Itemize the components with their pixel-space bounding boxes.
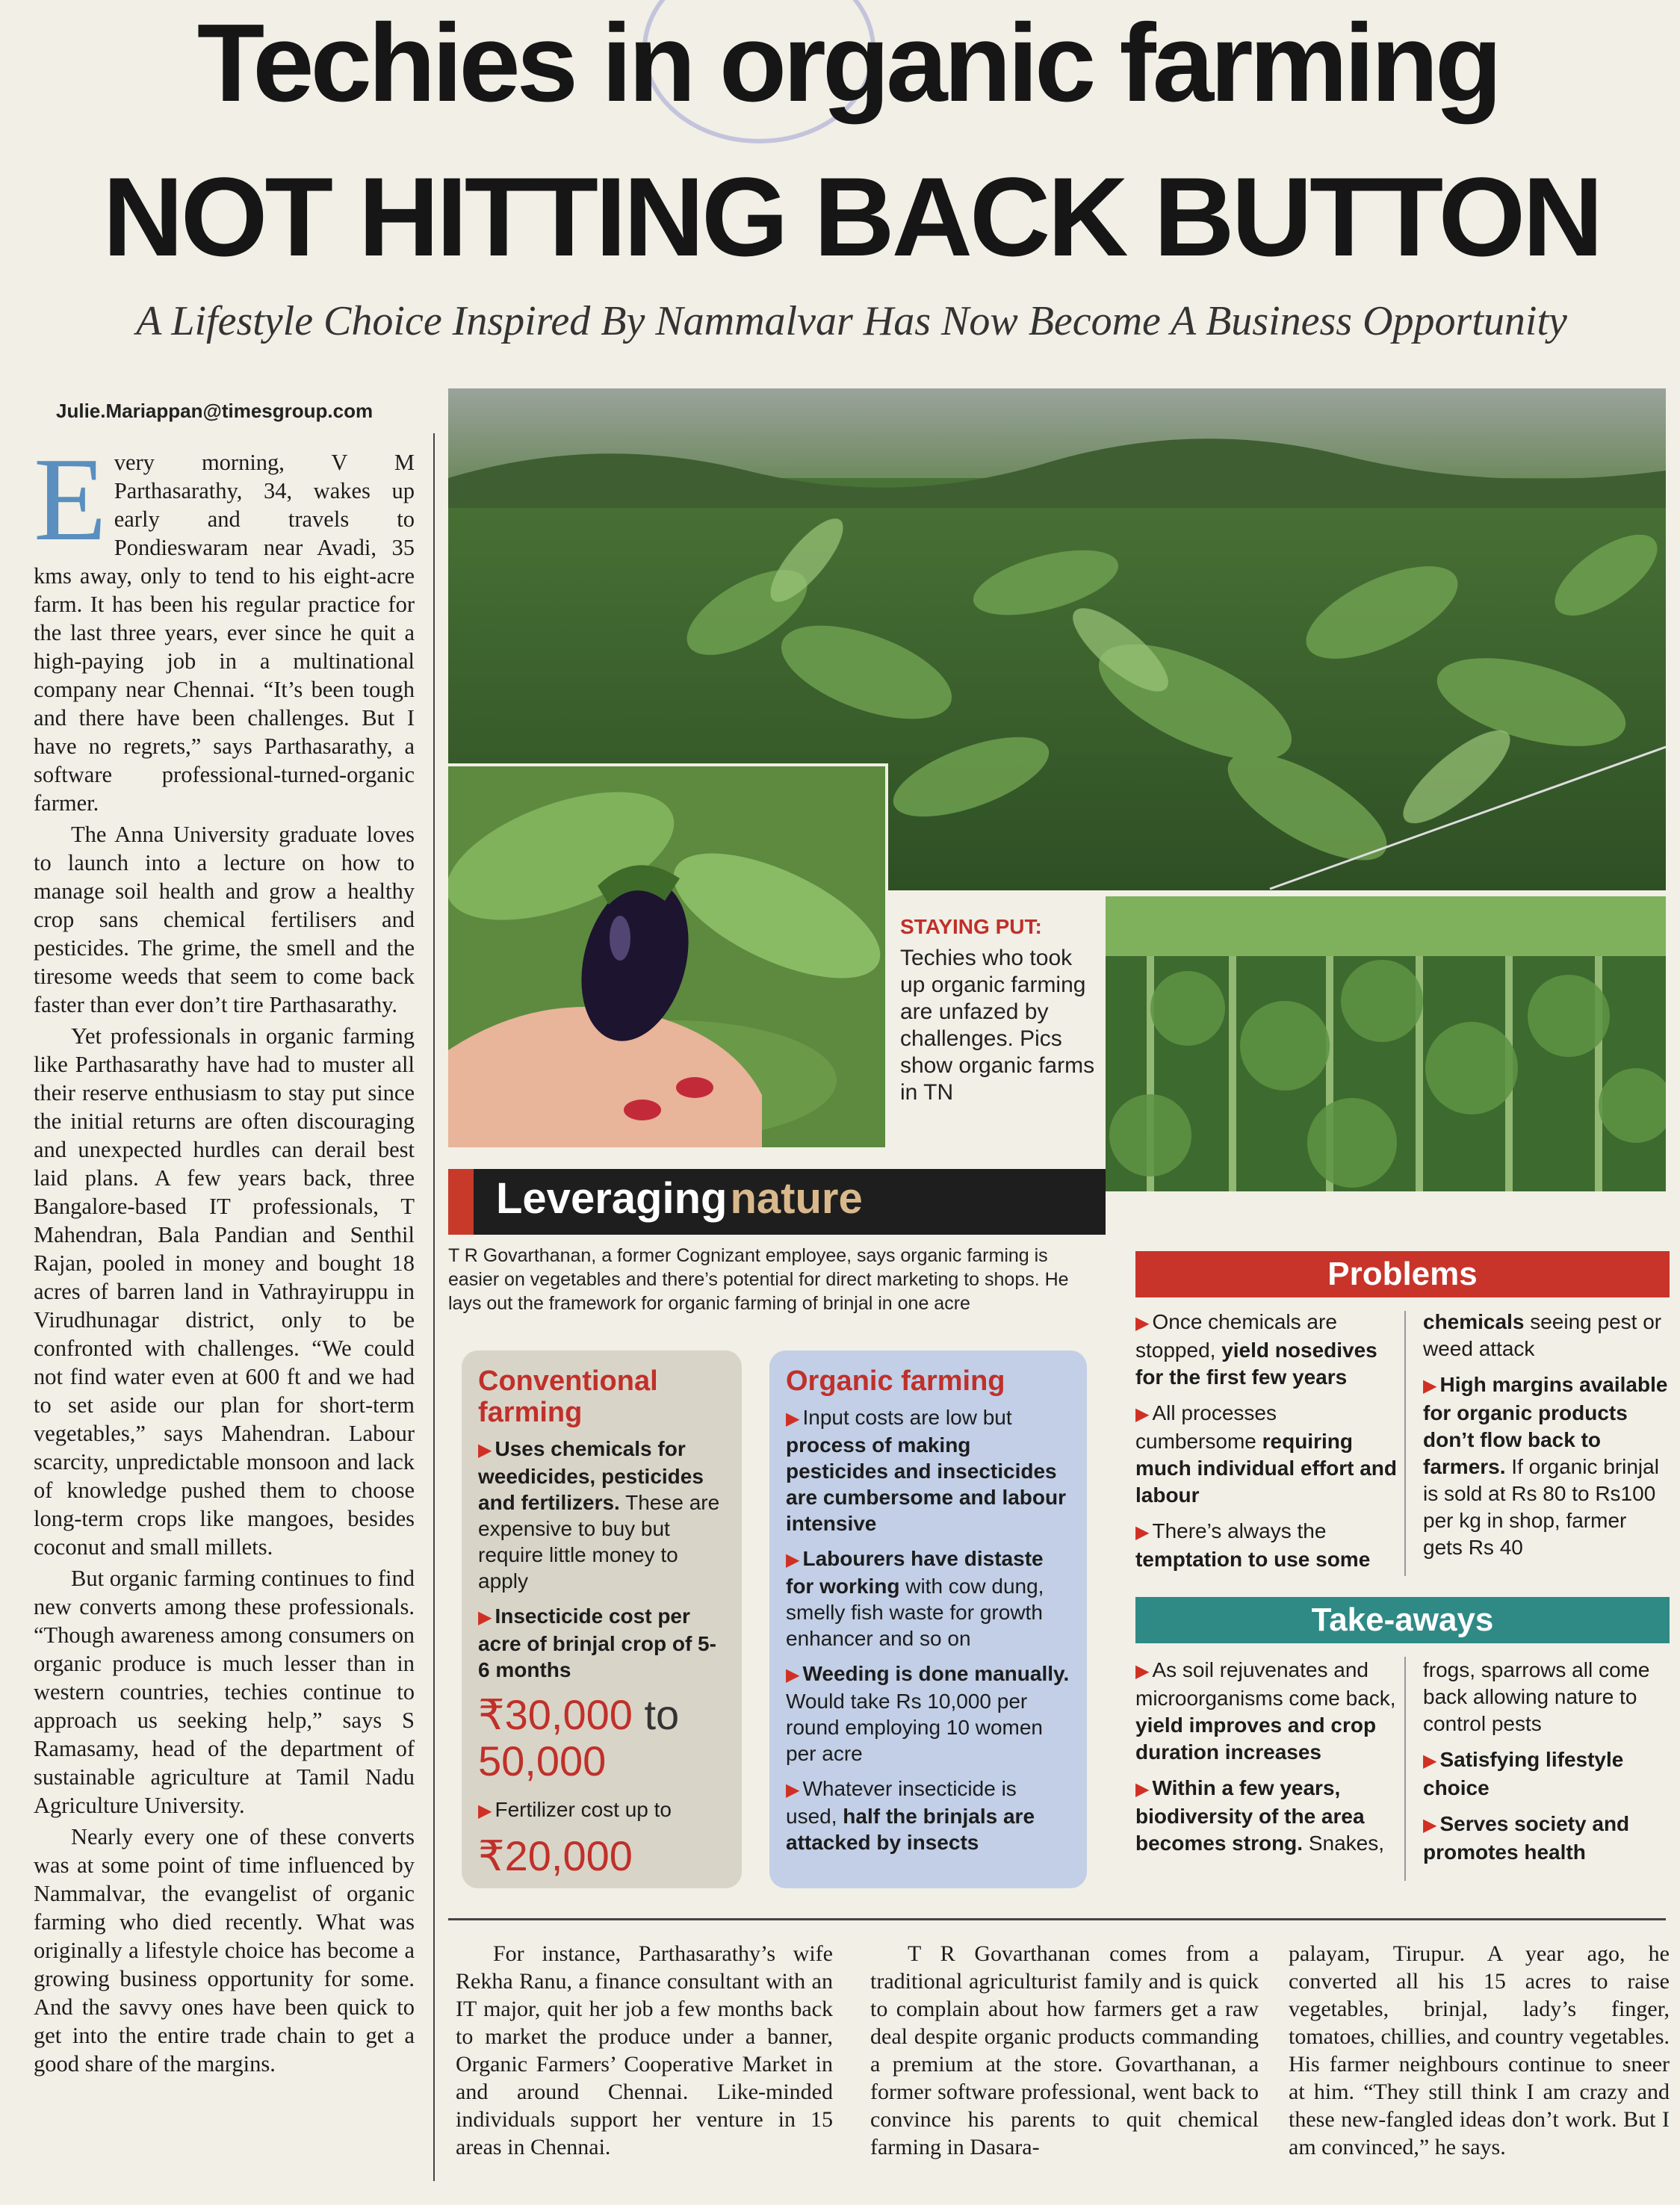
banner-word-1: Leveraging — [496, 1174, 728, 1223]
problem-point: chemicals seeing pest or weed attack — [1423, 1310, 1662, 1360]
takeaway-point: ▶ Satisfying lifestyle choice — [1423, 1748, 1624, 1799]
organic-point: ▶ Labourers have distaste for working with cow dung, smelly fish waste for growth enhancer and so on — [786, 1547, 1044, 1650]
insecticide-cost: ₹30,000 to 50,000 — [478, 1691, 680, 1784]
paragraph: Nearly every one of these converts was at some point of time influenced by Nammalvar, the evangelist of organic farming who died recently. What was originally a lifestyle choice has become a growing business opportunity for some. And the savvy ones have been quick to get into the entire trade chain to get a good share of the margins. — [34, 1824, 415, 2077]
paragraph: Every morning, V M Parthasarathy, 34, wakes up early and travels to Pondieswaram near Avadi, 35 kms away, only to tend to his eight-acre farm. It has been his regular practice for the last three years, ever since he quit a high-paying job in a multinational company near Chennai. “It’s been tough and there have been challenges. But I have no regrets,” says Parthasarathy, a software professional-turned-organic farmer. — [34, 432, 415, 816]
bullet-triangle-icon: ▶ — [1135, 1404, 1150, 1424]
bullet-triangle-icon: ▶ — [1423, 1815, 1437, 1835]
headline-line1: Techies in organic farming — [196, 1, 1499, 125]
bottom-column-2: T R Govarthanan comes from a traditional agriculturist family and is quick to complain about how farmers get a raw deal despite organic products commanding a premium at the store. Govarthanan, a former software professional, went back to convince his parents to quit chemical farming in Dasara- — [870, 1941, 1259, 2159]
caption-body: Techies who took up organic farming are unfazed by challenges. Pics show organic farms in TN — [900, 946, 1095, 1105]
bullet-triangle-icon: ▶ — [786, 1780, 800, 1800]
bullet-triangle-icon: ▶ — [478, 1440, 492, 1460]
takeaways-col-1 — [1135, 1657, 1397, 1866]
column-rule — [433, 433, 435, 2181]
takeaways-header: Take-aways — [1135, 1597, 1670, 1643]
section-rule — [448, 1918, 1666, 1920]
bullet-triangle-icon: ▶ — [786, 1665, 800, 1685]
paragraph: Yet professionals in organic farming like Parthasarathy have had to muster all their reserve enthusiasm to stay put since the initial returns are often discouraging and unexpected hurdles can derail best laid plans. A few years back, three Bangalore-based IT professionals, T Mahendran, Bala Pandian and Senthil Rajan, pooled in money and bought 18 acres of barren land in Vathrayiruppu in Virudhunagar district, only to be confronted with challenges. “We could not find water even at 600 ft and we had to set aside our plan for short-term vegetables,” says Mahendran. Labour scarcity, unpredictable monsoon and lack of knowledge pushed them to choose long-term crops like mangoes, besides coconut and small millets. — [34, 1023, 415, 1560]
bullet-triangle-icon: ▶ — [478, 1801, 492, 1821]
bullet-triangle-icon: ▶ — [786, 1550, 800, 1570]
graphic-banner — [448, 1169, 1106, 1235]
takeaway-point: ▶ Within a few years, biodiversity of the area becomes strong. Snakes, — [1135, 1776, 1385, 1855]
problem-point: ▶ All processes cumbersome requiring much individual effort and labour — [1135, 1401, 1398, 1507]
bullet-triangle-icon: ▶ — [1423, 1751, 1437, 1771]
bullet-triangle-icon: ▶ — [1135, 1779, 1150, 1799]
deck: A Lifestyle Choice Inspired By Nammalvar Has Now Become A Business Opportunity — [136, 298, 1567, 344]
bottom-column-3: palayam, Tirupur. A year ago, he converted all his 15 acres to raise vegetables, brinjal, lady’s finger, tomatoes, chillies, and country vegetables. His farmer neighbours continue to sneer at him. “They still think I am crazy and these new-fangled ideas don’t work. But I am convinced,” he says. — [1289, 1941, 1670, 2159]
organic-title: Organic farming — [786, 1365, 1005, 1397]
conventional-point: ▶ Insecticide cost per acre of brinjal crop of 5-6 months — [478, 1604, 716, 1681]
caption-head: STAYING PUT: — [900, 915, 1042, 938]
problem-point: ▶ There’s always the temptation to use some — [1135, 1519, 1371, 1571]
organic-point: ▶ Whatever insecticide is used, half the brinjals are attacked by insects — [786, 1777, 1035, 1854]
organic-point: ▶ Input costs are low but process of making pesticides and insecticides are cumbersome and labour intensive — [786, 1406, 1067, 1535]
problems-col-2 — [1423, 1309, 1670, 1570]
problems-col-1 — [1135, 1309, 1397, 1582]
takeaway-point: ▶ As soil rejuvenates and microorganisms come back, yield improves and crop duration increases — [1135, 1658, 1396, 1764]
photo-caption — [900, 915, 1098, 1106]
left-column — [34, 432, 415, 2081]
takeaways-col-2 — [1423, 1657, 1670, 1875]
fertilizer-cost: ₹20,000 — [478, 1832, 633, 1879]
conventional-point: ▶ Uses chemicals for weedicides, pesticides and fertilizers. These are expensive to buy but require little money to apply — [478, 1437, 720, 1592]
paragraph: But organic farming continues to find new converts among these professionals. “Though awareness among consumers on organic produce is much lesser than in western countries, techies continue to approach us seeking help,” says S Ramasamy, head of the department of sustainable agriculture at Tamil Nadu Agriculture University. — [34, 1566, 415, 1818]
photo-vine-farm — [1106, 896, 1666, 1191]
takeaway-point: frogs, sparrows all come back allowing nature to control pests — [1423, 1658, 1650, 1735]
bullet-triangle-icon: ▶ — [1135, 1661, 1150, 1681]
bullet-triangle-icon: ▶ — [1135, 1522, 1150, 1542]
conventional-title: Conventional farming — [478, 1365, 658, 1428]
bullet-triangle-icon: ▶ — [478, 1607, 492, 1628]
headline-line2: NOT HITTING BACK BUTTON — [102, 154, 1601, 279]
banner-word-2: nature — [730, 1174, 863, 1223]
conventional-point: ▶ Fertilizer cost up to — [478, 1798, 672, 1821]
conventional-farming-box — [462, 1350, 742, 1888]
problems-header: Problems — [1135, 1251, 1670, 1297]
problems-divider — [1404, 1311, 1406, 1576]
problem-point: ▶ Once chemicals are stopped, yield nosedives for the first few years — [1135, 1310, 1377, 1389]
bullet-triangle-icon: ▶ — [1135, 1313, 1150, 1333]
byline: Julie.Mariappan@timesgroup.com — [56, 400, 373, 422]
takeaway-point: ▶ Serves society and promotes health — [1423, 1812, 1630, 1864]
bottom-column-1: For instance, Parthasarathy’s wife Rekha Ranu, a finance consultant with an IT major, quit her job a few months back to market the produce under a banner, Organic Farmers’ Cooperative Market in and around Chennai. Like-minded individuals support her venture in 15 areas in Chennai. — [456, 1941, 833, 2159]
takeaways-divider — [1404, 1657, 1406, 1881]
drop-cap: E — [34, 432, 107, 565]
photo-brinjal-hand — [448, 763, 888, 1150]
organic-point: ▶ Weeding is done manually. Would take Rs 10,000 per round employing 10 women per acre — [786, 1662, 1070, 1765]
bullet-triangle-icon: ▶ — [1423, 1376, 1437, 1396]
bullet-triangle-icon: ▶ — [786, 1409, 800, 1429]
paragraph: The Anna University graduate loves to launch into a lecture on how to manage soil health and grow a healthy crop sans chemical fertilisers and pesticides. The grime, the smell and the tiresome weeds that seem to come back faster than ever don’t tire Parthasarathy. — [34, 822, 415, 1017]
problem-point: ▶ High margins available for organic products don’t flow back to farmers. If organic brinjal is sold at Rs 80 to Rs100 per kg in shop, farmer gets Rs 40 — [1423, 1373, 1668, 1559]
graphic-intro: T R Govarthanan, a former Cognizant employee, says organic farming is easier on vegetables and there’s potential for direct marketing to shops. He lays out the framework for organic farming of brinjal in one acre — [448, 1245, 1069, 1314]
organic-farming-box — [769, 1350, 1087, 1888]
